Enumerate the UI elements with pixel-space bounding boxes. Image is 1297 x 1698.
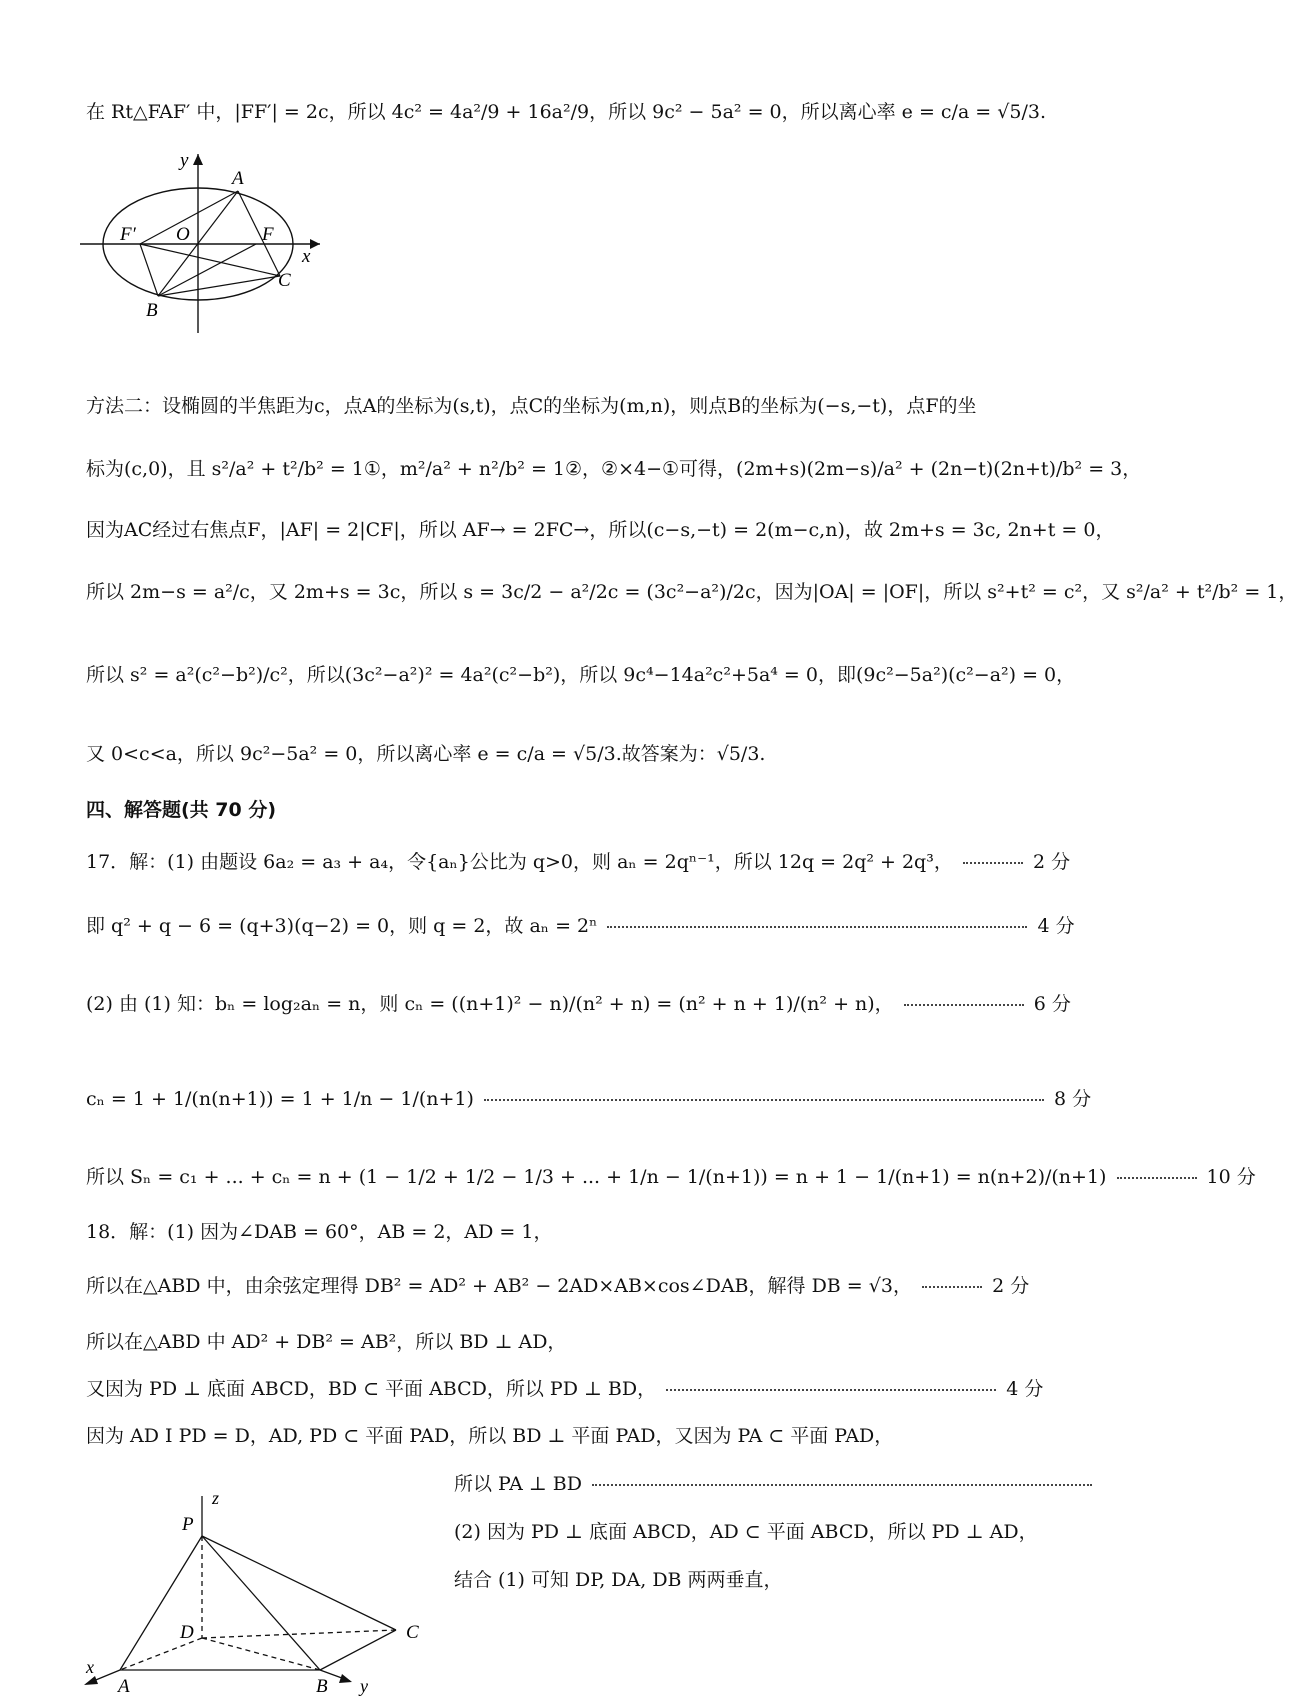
q17-line-3 <box>86 990 1071 1018</box>
q18-line-4-score: 4 分 <box>1006 1378 1044 1400</box>
line-3 <box>86 455 1141 483</box>
line-2-text: 方法二：设椭圆的半焦距为c，点A的坐标为(s,t)，点C的坐标为(m,n)，则点B的坐标为(−s,−t)，点F的坐 <box>86 395 977 417</box>
line-7-text: 又 0<c<a，所以 9c²−5a² = 0，所以离心率 e = c/a = √5/3.故答案为：√5/3. <box>86 743 766 765</box>
q18-line-5-text: 因为 AD I PD = D，AD, PD ⊂ 平面 PAD，所以 BD ⊥ 平面 PAD，又因为 PA ⊂ 平面 PAD， <box>86 1425 894 1447</box>
q17-line-4-text: cₙ = 1 + 1/(n(n+1)) = 1 + 1/n − 1/(n+1) <box>86 1088 474 1110</box>
q18-line-6 <box>454 1470 1096 1498</box>
q18-line-4 <box>86 1375 1043 1403</box>
q18-line-1 <box>86 1218 552 1246</box>
q17-line-2-text: 即 q² + q − 6 = (q+3)(q−2) = 0，则 q = 2，故 aₙ = 2ⁿ <box>86 915 598 937</box>
q17-line-5-text: 所以 Sₙ = c₁ + ... + cₙ = n + (1 − 1/2 + 1/2 − 1/3 + ... + 1/n − 1/(n+1)) = n + 1 − 1/(n+1) = n(n+2)/(n+1) <box>86 1166 1107 1188</box>
fig1-label-y: y <box>180 150 189 171</box>
q17-line-3-score: 6 分 <box>1033 993 1071 1015</box>
q18-line-5 <box>86 1422 893 1450</box>
line-4 <box>86 516 1114 544</box>
q18-line-1-text: 18．解：(1) 因为∠DAB = 60°，AB = 2，AD = 1， <box>86 1221 553 1243</box>
q17-line-4 <box>86 1085 1091 1113</box>
q18-line-2-text: 所以在△ABD 中，由余弦定理得 DB² = AD² + AB² − 2AD×AB×cos∠DAB，解得 DB = √3， <box>86 1275 912 1297</box>
fig2-label-x: x <box>86 1657 94 1677</box>
q18-line-7 <box>454 1518 1038 1546</box>
fig2-label-z: z <box>212 1488 220 1508</box>
q18-line-2-score: 2 分 <box>992 1275 1030 1297</box>
fig1-label-o: O <box>176 224 190 245</box>
fig1-label-a: A <box>232 168 244 189</box>
fig1-label-f: F <box>262 224 274 245</box>
line-6-text: 所以 s² = a²(c²−b²)/c²，所以(3c²−a²)² = 4a²(c²−b²)，所以 9c⁴−14a²c²+5a⁴ = 0，即(9c²−5a²)(c²−a²) = 0， <box>86 664 1076 686</box>
fig1-label-b: B <box>146 300 158 321</box>
fig1-label-f1: F′ <box>120 224 136 245</box>
q17-line-1-score: 2 分 <box>1032 851 1071 873</box>
fig2-label-y: y <box>360 1676 368 1696</box>
fig1-label-c: C <box>278 270 291 291</box>
fig2-label-b: B <box>316 1676 328 1697</box>
q17-line-1 <box>86 848 1070 876</box>
fig2-label-p: P <box>182 1514 194 1535</box>
q17-line-1-text: 17．解：(1) 由题设 6a₂ = a₃ + a₄，令{aₙ}公比为 q>0，则 aₙ = 2qⁿ⁻¹，所以 12q = 2q² + 2q³， <box>86 851 953 873</box>
q18-line-6-text: 所以 PA ⊥ BD <box>454 1473 582 1495</box>
leader-dots <box>1117 1177 1197 1179</box>
q17-line-2 <box>86 912 1075 940</box>
q17-line-4-score: 8 分 <box>1054 1088 1092 1110</box>
leader-dots <box>963 862 1023 864</box>
line-1 <box>86 98 1046 126</box>
ellipse-figure <box>80 148 340 338</box>
q18-line-8 <box>454 1566 783 1594</box>
line-2 <box>86 392 977 420</box>
line-5-text: 所以 2m−s = a²/c，又 2m+s = 3c，所以 s = 3c/2 − a²/2c = (3c²−a²)/2c，因为|OA| = |OF|，所以 s²+t² = c²，又 s²/a² + t²/b² = 1， <box>86 581 1297 603</box>
fig2-label-d: D <box>180 1622 194 1643</box>
line-3-text: 标为(c,0)，且 s²/a² + t²/b² = 1①，m²/a² + n²/b² = 1②，②×4−①可得，(2m+s)(2m−s)/a² + (2n−t)(2n+t)/b² = 3， <box>86 458 1142 480</box>
fig1-label-x: x <box>302 246 311 267</box>
q18-line-8-text: 结合 (1) 可知 DP, DA, DB 两两垂直， <box>454 1569 783 1591</box>
q18-line-7-text: (2) 因为 PD ⊥ 底面 ABCD，AD ⊂ 平面 ABCD，所以 PD ⊥ AD， <box>454 1521 1038 1543</box>
q18-line-2 <box>86 1272 1029 1300</box>
fig2-label-a: A <box>118 1676 130 1697</box>
q17-line-3-text: (2) 由 (1) 知：bₙ = log₂aₙ = n，则 cₙ = ((n+1)² − n)/(n² + n) = (n² + n + 1)/(n² + n)， <box>86 993 894 1015</box>
leader-dots <box>904 1004 1024 1006</box>
line-1-text: 在 Rt△FAF′ 中，|FF′| = 2c，所以 4c² = 4a²/9 + 16a²/9，所以 9c² − 5a² = 0，所以离心率 e = c/a = √5/3. <box>86 101 1046 123</box>
q18-line-3-text: 所以在△ABD 中 AD² + DB² = AB²，所以 BD ⊥ AD， <box>86 1331 567 1353</box>
leader-dots <box>607 926 1027 928</box>
pyramid-figure <box>80 1490 440 1698</box>
q18-line-4-text: 又因为 PD ⊥ 底面 ABCD，BD ⊂ 平面 ABCD，所以 PD ⊥ BD， <box>86 1378 657 1400</box>
line-6 <box>86 661 1075 689</box>
leader-dots <box>666 1389 996 1391</box>
section-heading <box>86 796 276 824</box>
leader-dots <box>484 1099 1044 1101</box>
fig2-label-c: C <box>406 1622 419 1643</box>
section-heading-text: 四、解答题(共 70 分) <box>86 799 277 821</box>
line-4-text: 因为AC经过右焦点F，|AF| = 2|CF|，所以 AF→ = 2FC→，所以(c−s,−t) = 2(m−c,n)，故 2m+s = 3c, 2n+t = 0， <box>86 519 1115 541</box>
leader-dots <box>922 1286 982 1288</box>
q17-line-5 <box>86 1163 1256 1191</box>
line-5 <box>86 578 1297 606</box>
q17-line-2-score: 4 分 <box>1037 915 1075 937</box>
line-7 <box>86 740 765 768</box>
leader-dots <box>592 1484 1092 1486</box>
q17-line-5-score: 10 分 <box>1206 1166 1256 1188</box>
q18-line-3 <box>86 1328 566 1356</box>
